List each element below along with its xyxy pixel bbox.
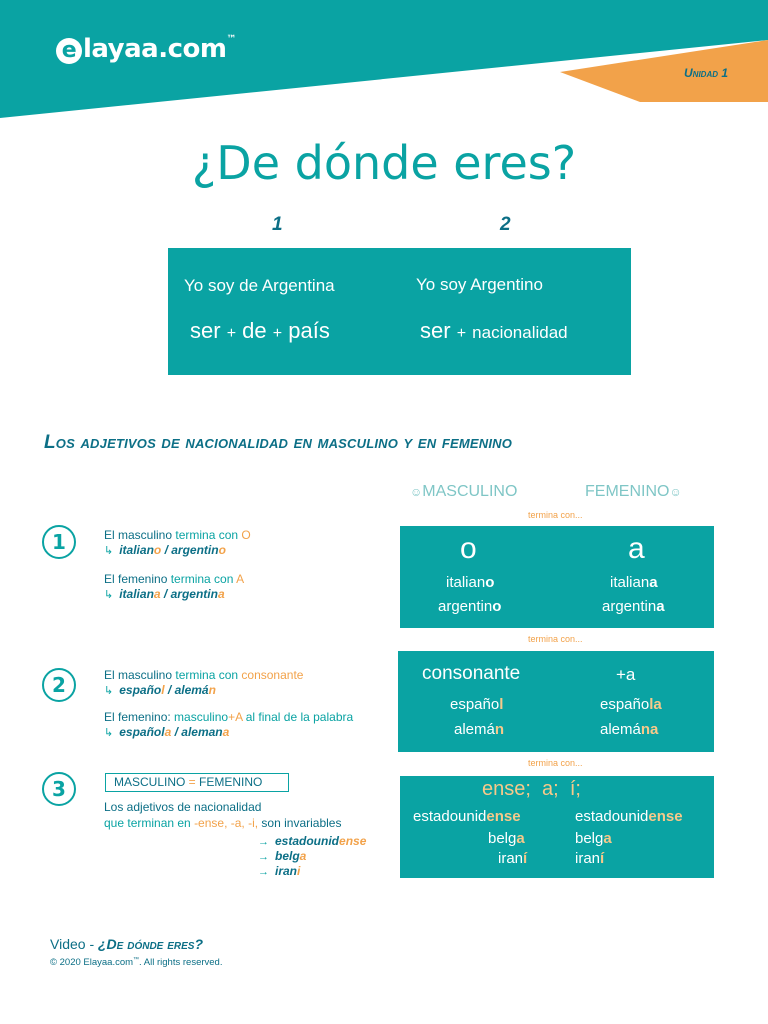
logo-tm: ™ xyxy=(226,34,236,45)
rule3-example-2 xyxy=(258,849,306,865)
arrow-icon: ↳ xyxy=(104,685,114,697)
text: consonante xyxy=(241,668,304,682)
text: A xyxy=(235,710,243,724)
text: que terminan en xyxy=(104,816,195,830)
masc-word-2 xyxy=(454,721,504,738)
text: españo xyxy=(450,696,500,713)
arrow-icon: → xyxy=(258,866,269,878)
logo[interactable] xyxy=(56,34,236,64)
example-2: Yo soy Argentino xyxy=(416,275,543,294)
text: / argentin xyxy=(161,543,219,557)
rule1-masc-text xyxy=(104,528,251,543)
text: italian xyxy=(446,574,486,591)
girl-icon: ☺ xyxy=(669,485,682,499)
text: © 2020 Elayaa.com xyxy=(50,957,134,968)
logo-text: layaa.com xyxy=(83,34,227,64)
text: iran xyxy=(275,864,298,878)
text: ense xyxy=(339,834,367,848)
text: masculino xyxy=(170,710,229,724)
logo-e: e xyxy=(56,38,82,64)
boy-icon: ☺ xyxy=(410,485,423,499)
termina-label-2: termina con... xyxy=(528,634,583,644)
fem-word-1 xyxy=(600,696,662,713)
text: iran xyxy=(498,850,524,867)
rule2-masc-example xyxy=(104,683,216,699)
invariable-endings: ense; a; í; xyxy=(482,778,581,800)
text: n xyxy=(208,683,216,697)
text: l xyxy=(499,696,504,713)
text: estadounid xyxy=(575,808,649,825)
rule3-example-3 xyxy=(258,864,300,880)
text: . All rights reserved. xyxy=(139,957,223,968)
masc-word-2 xyxy=(438,598,501,615)
text: belg xyxy=(575,830,604,847)
text: termina con xyxy=(167,572,237,586)
ending-consonante: consonante xyxy=(422,663,521,684)
fem-word-1 xyxy=(575,808,683,825)
page-title: ¿De dónde eres? xyxy=(191,136,577,190)
text: estadounid xyxy=(275,834,340,848)
arrow-icon: → xyxy=(258,851,269,863)
rule3-box xyxy=(400,776,714,878)
video-link[interactable] xyxy=(50,936,203,952)
text: -ense, -a, -i, xyxy=(194,816,259,830)
rule3-example-1 xyxy=(258,834,366,850)
text: ™ xyxy=(133,957,140,963)
formula-plus: + xyxy=(272,325,283,342)
termina-label-1: termina con... xyxy=(528,510,583,520)
text: / alemá xyxy=(164,683,209,697)
text: argentin xyxy=(602,598,657,615)
arrow-icon: ↳ xyxy=(104,589,114,601)
text: na xyxy=(640,721,659,738)
text: a xyxy=(217,587,225,601)
ending-plus-a: +a xyxy=(616,665,636,684)
text: italian xyxy=(119,543,154,557)
rule1-fem-text xyxy=(104,572,244,587)
fem-word-2 xyxy=(602,598,665,615)
rule2-fem-text xyxy=(104,710,353,725)
rule-number-1: 1 xyxy=(42,525,76,559)
text: a xyxy=(649,574,658,591)
rule-number-3: 3 xyxy=(42,772,76,806)
formula-plus: + xyxy=(226,325,237,342)
text: ense xyxy=(486,808,521,825)
rule2-fem-example xyxy=(104,725,229,741)
formula-nacionalidad: nacionalidad xyxy=(472,323,568,342)
formula-1 xyxy=(190,318,330,344)
arrow-icon: ↳ xyxy=(104,727,114,739)
example-1: Yo soy de Argentina xyxy=(184,276,335,295)
text: a xyxy=(299,849,307,863)
text: argentin xyxy=(438,598,493,615)
text: í xyxy=(523,850,528,867)
text: o xyxy=(485,574,495,591)
equality-box xyxy=(105,773,289,792)
text: l xyxy=(161,683,165,697)
formula-2 xyxy=(420,318,568,344)
rule2-box xyxy=(398,651,714,752)
text: El masculino xyxy=(104,668,173,682)
text: = xyxy=(185,775,200,789)
masc-word-1 xyxy=(413,808,521,825)
text: í xyxy=(600,850,605,867)
video-title: ¿De dónde eres? xyxy=(98,936,204,952)
text: El femenino: xyxy=(104,710,171,724)
text: la xyxy=(649,696,662,713)
text: termina con xyxy=(172,668,242,682)
text: El masculino xyxy=(104,528,173,542)
text: son invariables xyxy=(258,816,342,830)
fem-word-2 xyxy=(600,721,658,738)
text: a xyxy=(603,830,612,847)
text: alemá xyxy=(600,721,641,738)
rule-number-2: 2 xyxy=(42,668,76,702)
column-number-1: 1 xyxy=(272,214,283,235)
text: FEMENINO xyxy=(199,775,263,789)
text: / argentin xyxy=(160,587,218,601)
text: a xyxy=(153,587,161,601)
text: / aleman xyxy=(171,725,223,739)
text: iran xyxy=(575,850,601,867)
section-title: Los adjetivos de nacionalidad en masculino y en femenino xyxy=(44,432,513,453)
femenino-label xyxy=(585,483,682,501)
formula-box xyxy=(168,248,631,375)
rule1-masc-example xyxy=(104,543,226,559)
text: belg xyxy=(488,830,517,847)
masc-word-3 xyxy=(498,850,527,867)
text: El femenino xyxy=(104,572,168,586)
rule1-fem-example xyxy=(104,587,225,603)
text: ense xyxy=(648,808,683,825)
text: o xyxy=(492,598,502,615)
formula-de: de xyxy=(242,318,267,343)
fem-word-3 xyxy=(575,850,604,867)
arrow-icon: → xyxy=(258,836,269,848)
text: O xyxy=(241,528,251,542)
text: + xyxy=(228,710,236,724)
text: españo xyxy=(119,683,162,697)
masc-word-1 xyxy=(450,696,503,713)
formula-ser: ser xyxy=(190,318,221,343)
formula-ser: ser xyxy=(420,318,451,343)
ending-a: a xyxy=(628,532,645,565)
fem-word-1 xyxy=(610,574,658,591)
text: a xyxy=(164,725,172,739)
text: A xyxy=(236,572,245,586)
text: o xyxy=(218,543,226,557)
arrow-icon: ↳ xyxy=(104,545,114,557)
text: español xyxy=(119,725,165,739)
rule2-masc-text xyxy=(104,668,303,683)
ending-o: o xyxy=(460,532,477,565)
text: Video - xyxy=(50,936,98,952)
copyright xyxy=(50,957,222,968)
column-number-2: 2 xyxy=(500,214,511,235)
rule3-text-2 xyxy=(104,816,341,831)
rule3-text-1: Los adjetivos de nacionalidad xyxy=(104,800,262,814)
text: belg xyxy=(275,849,300,863)
text: italian xyxy=(119,587,154,601)
masculino-label xyxy=(410,483,517,501)
text: i xyxy=(297,864,301,878)
text: italian xyxy=(610,574,650,591)
masc-word-2 xyxy=(488,830,525,847)
text: a xyxy=(222,725,230,739)
text: alemá xyxy=(454,721,495,738)
text: estadounid xyxy=(413,808,487,825)
femenino-text: FEMENINO xyxy=(585,483,670,500)
text: MASCULINO xyxy=(114,775,186,789)
rule1-box xyxy=(400,526,714,628)
text: a xyxy=(516,830,525,847)
fem-word-2 xyxy=(575,830,612,847)
termina-label-3: termina con... xyxy=(528,758,583,768)
text: a xyxy=(656,598,665,615)
formula-pais: país xyxy=(288,318,330,343)
text: termina con xyxy=(172,528,242,542)
unit-label: Unidad 1 xyxy=(684,66,729,80)
text: o xyxy=(153,543,162,557)
text: españo xyxy=(600,696,650,713)
text: al final de la palabra xyxy=(242,710,354,724)
formula-plus: + xyxy=(456,325,467,342)
text: n xyxy=(494,721,505,738)
masc-word-1 xyxy=(446,574,494,591)
masculino-text: MASCULINO xyxy=(422,483,518,500)
